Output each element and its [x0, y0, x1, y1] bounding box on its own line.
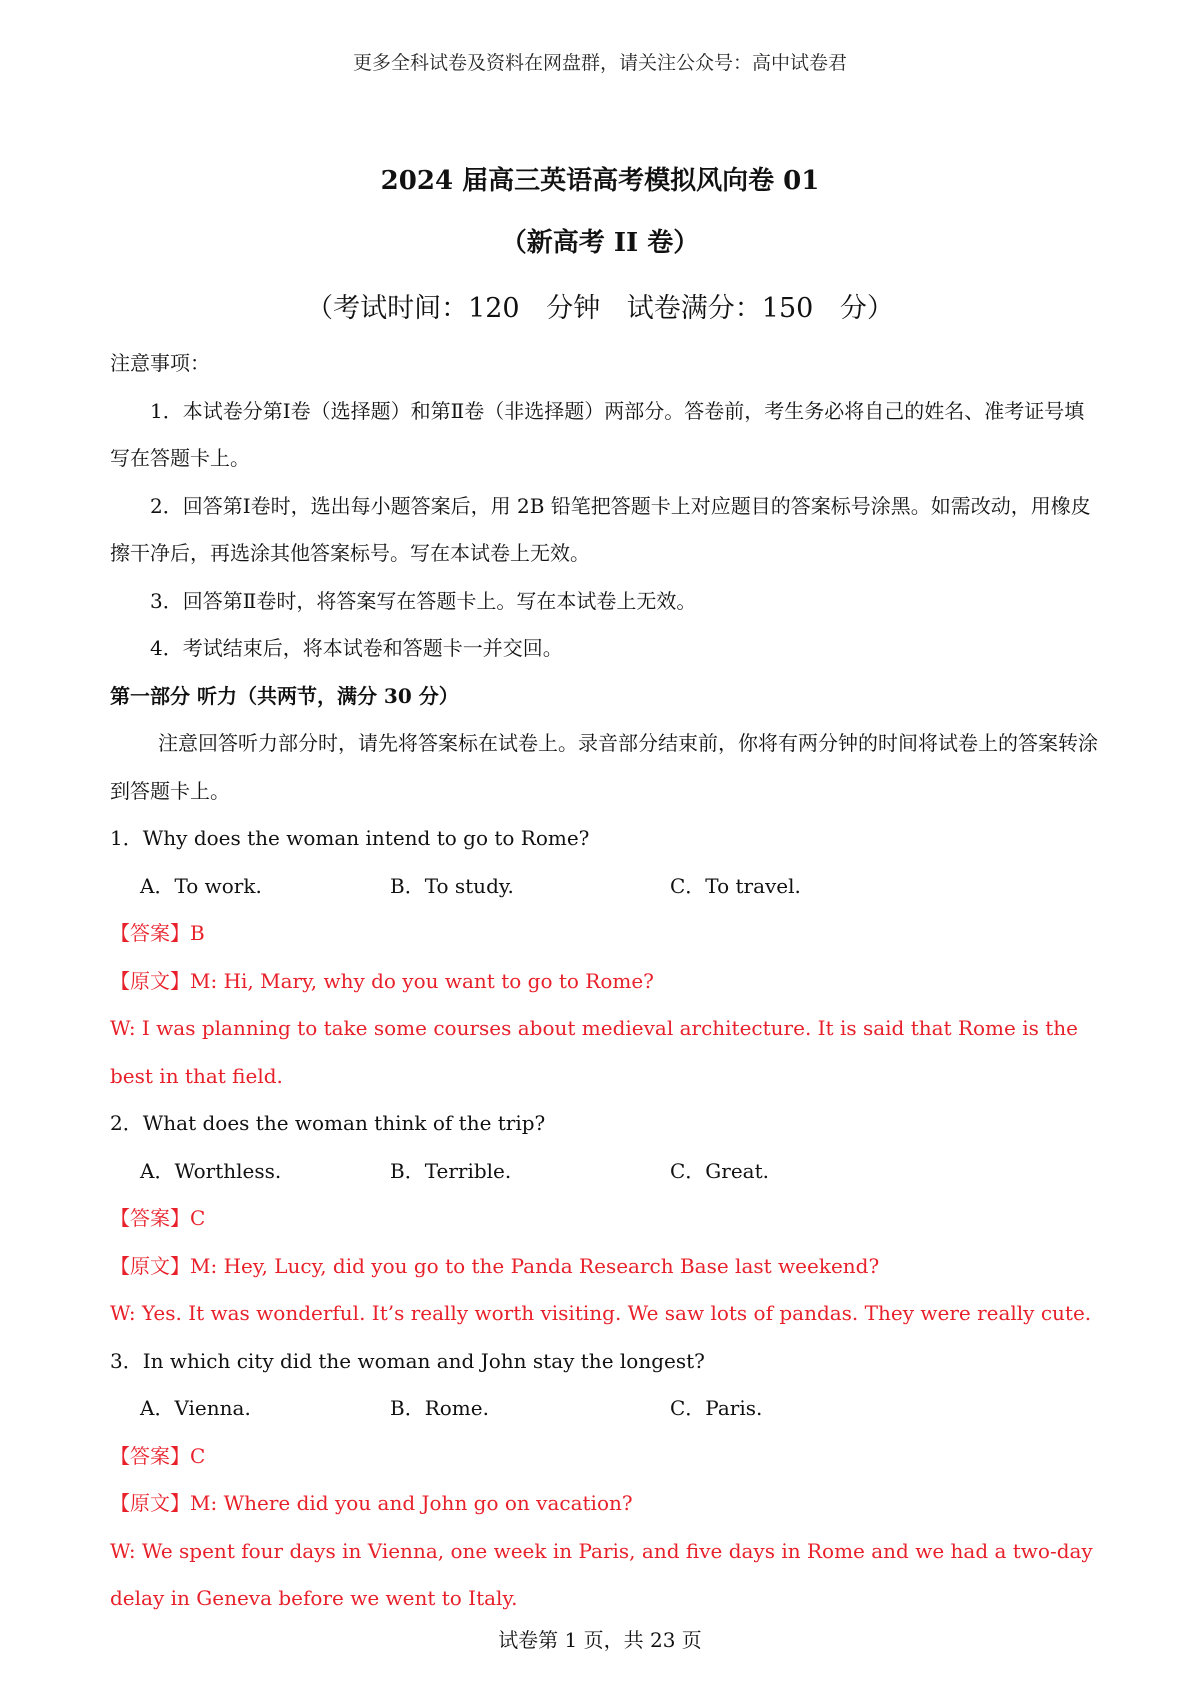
page-header: 更多全科试卷及资料在网盘群，请关注公众号：高中试卷君	[352, 52, 847, 74]
notice-item: 3．回答第Ⅱ卷时，将答案写在答题卡上。写在本试卷上无效。	[150, 588, 697, 613]
transcript-line: W: I was planning to take some courses about medieval architecture. It is said that Rome is the best in that field.	[110, 1016, 1078, 1088]
option-b: B．To study.	[390, 873, 514, 898]
page-subtitle: （新高考 II 卷）	[500, 228, 700, 258]
page-title: 2024 届高三英语高考模拟风向卷 01	[380, 166, 820, 196]
notice-heading: 注意事项：	[110, 351, 210, 375]
question-options	[110, 1148, 1100, 1196]
question-stem: 3．In which city did the woman and John stay the longest?	[110, 1348, 705, 1373]
notice-item: 1．本试卷分第Ⅰ卷（选择题）和第Ⅱ卷（非选择题）两部分。答卷前，考生务必将自己的姓名、准考证号填写在答题卡上。	[110, 398, 1085, 470]
question-stem: 2．What does the woman think of the trip?	[110, 1111, 546, 1135]
notice-item: 4．考试结束后，将本试卷和答题卡一并交回。	[150, 636, 563, 660]
exam-info: （考试时间：120 分钟 试卷满分：150 分）	[306, 293, 894, 324]
option-c: C．To travel.	[670, 873, 801, 898]
option-b: B．Terrible.	[390, 1158, 512, 1183]
question-options	[110, 1385, 1100, 1433]
question-options	[110, 863, 1100, 911]
transcript-line: W: Yes. It was wonderful. It’s really worth visiting. We saw lots of pandas. They were really cute.	[110, 1301, 1092, 1325]
transcript-line: 【原文】M: Hi, Mary, why do you want to go to Rome?	[110, 968, 654, 993]
document-body	[110, 340, 1100, 1623]
option-c: C．Great.	[670, 1158, 769, 1183]
option-a: A．To work.	[140, 873, 262, 898]
answer-line: 【答案】C	[110, 1443, 206, 1468]
section-instructions: 注意回答听力部分时，请先将答案标在试卷上。录音部分结束前，你将有两分钟的时间将试卷上的答案转涂到答题卡上。	[110, 731, 1098, 803]
question-stem: 1．Why does the woman intend to go to Rome?	[110, 826, 590, 850]
option-a: A．Vienna.	[140, 1396, 251, 1420]
answer-line: 【答案】C	[110, 1206, 206, 1230]
option-b: B．Rome.	[390, 1396, 489, 1420]
section-heading: 第一部分 听力（共两节，满分 30 分）	[110, 683, 459, 708]
notice-item: 2．回答第Ⅰ卷时，选出每小题答案后，用 2B 铅笔把答题卡上对应题目的答案标号涂黑。如需改动，用橡皮擦干净后，再选涂其他答案标号。写在本试卷上无效。	[110, 493, 1091, 565]
option-c: C．Paris.	[670, 1396, 763, 1420]
transcript-line: W: We spent four days in Vienna, one week in Paris, and five days in Rome and we had a two-day delay in Geneva before we went to Italy.	[110, 1538, 1093, 1610]
transcript-line: 【原文】M: Hey, Lucy, did you go to the Panda Research Base last weekend?	[110, 1253, 880, 1278]
answer-line: 【答案】B	[110, 921, 205, 945]
option-a: A．Worthless.	[140, 1158, 282, 1183]
page-footer: 试卷第 1 页，共 23 页	[498, 1628, 702, 1652]
transcript-line: 【原文】M: Where did you and John go on vacation?	[110, 1491, 633, 1515]
